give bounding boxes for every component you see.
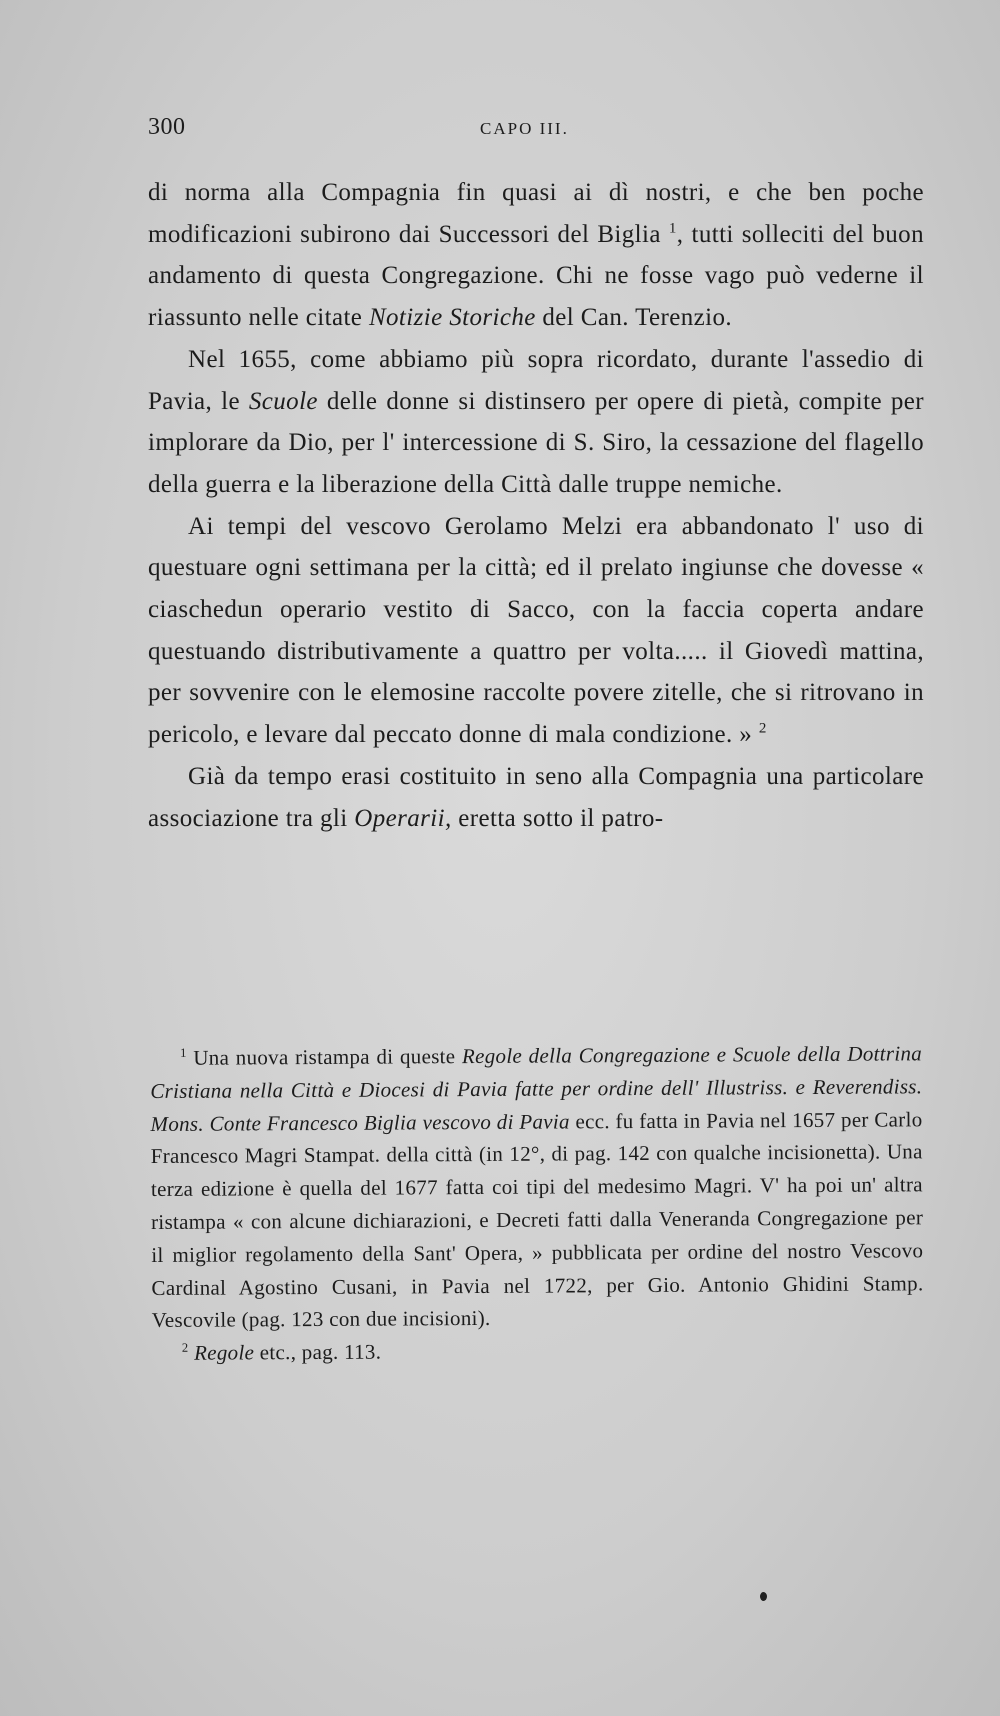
footnotes <box>150 1037 924 1370</box>
ink-speck <box>760 1592 767 1601</box>
note-marker: 2 <box>181 1340 189 1355</box>
text-run: Una nuova ristampa di queste <box>186 1044 463 1070</box>
text-run: ecc. fu fatta in Pavia nel 1657 per Carlo Francesco Magri Stampat. della città (in 12°, di pag. 142 con qualche incisionetta). Una terza edizione è quella del 1677 fatta coi tipi del medesimo Magri. V' ha poi un' altra ristampa « con alcune dichiarazioni, e Decreti fatti dalla Veneranda Congregazione per il miglior regolamento della Sant' Opera, » pubblicata per ordine del nostro Vescovo Cardinal Agostino Cusani, in Pavia nel 1722, per Gio. Antonio Ghidini Stamp. Vescovile (pag. 123 con due incisioni). <box>150 1106 924 1333</box>
text-run: Ai tempi del vescovo Gerolamo Melzi era abbandonato l' uso di questuare ogni settimana per la città; ed il prelato ingiunse che dovesse « ciaschedun operario vestito di Sacco, con la faccia coperta andare questuando distributivamente a quattro per volta..... il Giovedì mattina, per sovvenire con le elemosine raccolte povere zitelle, che si ritrovano in pericolo, e levare dal peccato donne di mala condizione. » <box>148 512 924 749</box>
main-text <box>148 172 924 839</box>
text-run: di norma alla Compagnia fin quasi ai dì nostri, e che ben poche modificazioni subirono dai Successori del Biglia <box>148 179 924 248</box>
italic-text: Regole <box>193 1340 255 1365</box>
italic-text: Scuole <box>248 387 318 415</box>
paragraph <box>148 506 924 756</box>
italic-text: Regole della Congregazione e Scuole della Dottrina Cristiana nella Città e Diocesi di Pavia fatte per ordine dell' Illustriss. e Reverendiss. Mons. Conte Francesco Biglia vescovo di Pavia <box>150 1041 923 1136</box>
text-run: etc., pag. 113. <box>254 1339 382 1365</box>
text-run: eretta sotto il patro- <box>451 804 664 832</box>
italic-text: Operarii, <box>354 804 452 832</box>
note-marker: 1 <box>180 1045 187 1060</box>
text-run: , tutti solleciti del buon andamento di questa Congregazione. Chi ne fosse vago può vederne il riassunto nelle citate <box>148 220 924 332</box>
footnote <box>152 1332 924 1370</box>
text-run: del Can. Terenzio. <box>535 304 733 332</box>
page-header <box>148 114 928 144</box>
text-run: Nel 1655, come abbiamo più sopra ricordato, durante l'assedio di Pavia, le <box>148 345 924 415</box>
paragraph <box>148 756 924 839</box>
note-marker: 1 <box>668 220 677 237</box>
italic-text: Notizie Storiche <box>368 304 536 332</box>
paragraph <box>148 172 924 339</box>
running-head: CAPO III. <box>480 119 569 138</box>
footnote <box>150 1037 924 1337</box>
note-marker: 2 <box>758 720 767 737</box>
text-run: Già da tempo erasi costituito in seno alla Compagnia una particolare associazione tra gli <box>148 762 924 832</box>
paragraph <box>148 339 924 506</box>
text-run: delle donne si distinsero per opere di pietà, compite per implorare da Dio, per l' intercessione di S. Siro, la cessazione del flagello della guerra e la liberazione della Città dalle truppe nemiche. <box>148 387 924 498</box>
page-number: 300 <box>148 114 186 140</box>
